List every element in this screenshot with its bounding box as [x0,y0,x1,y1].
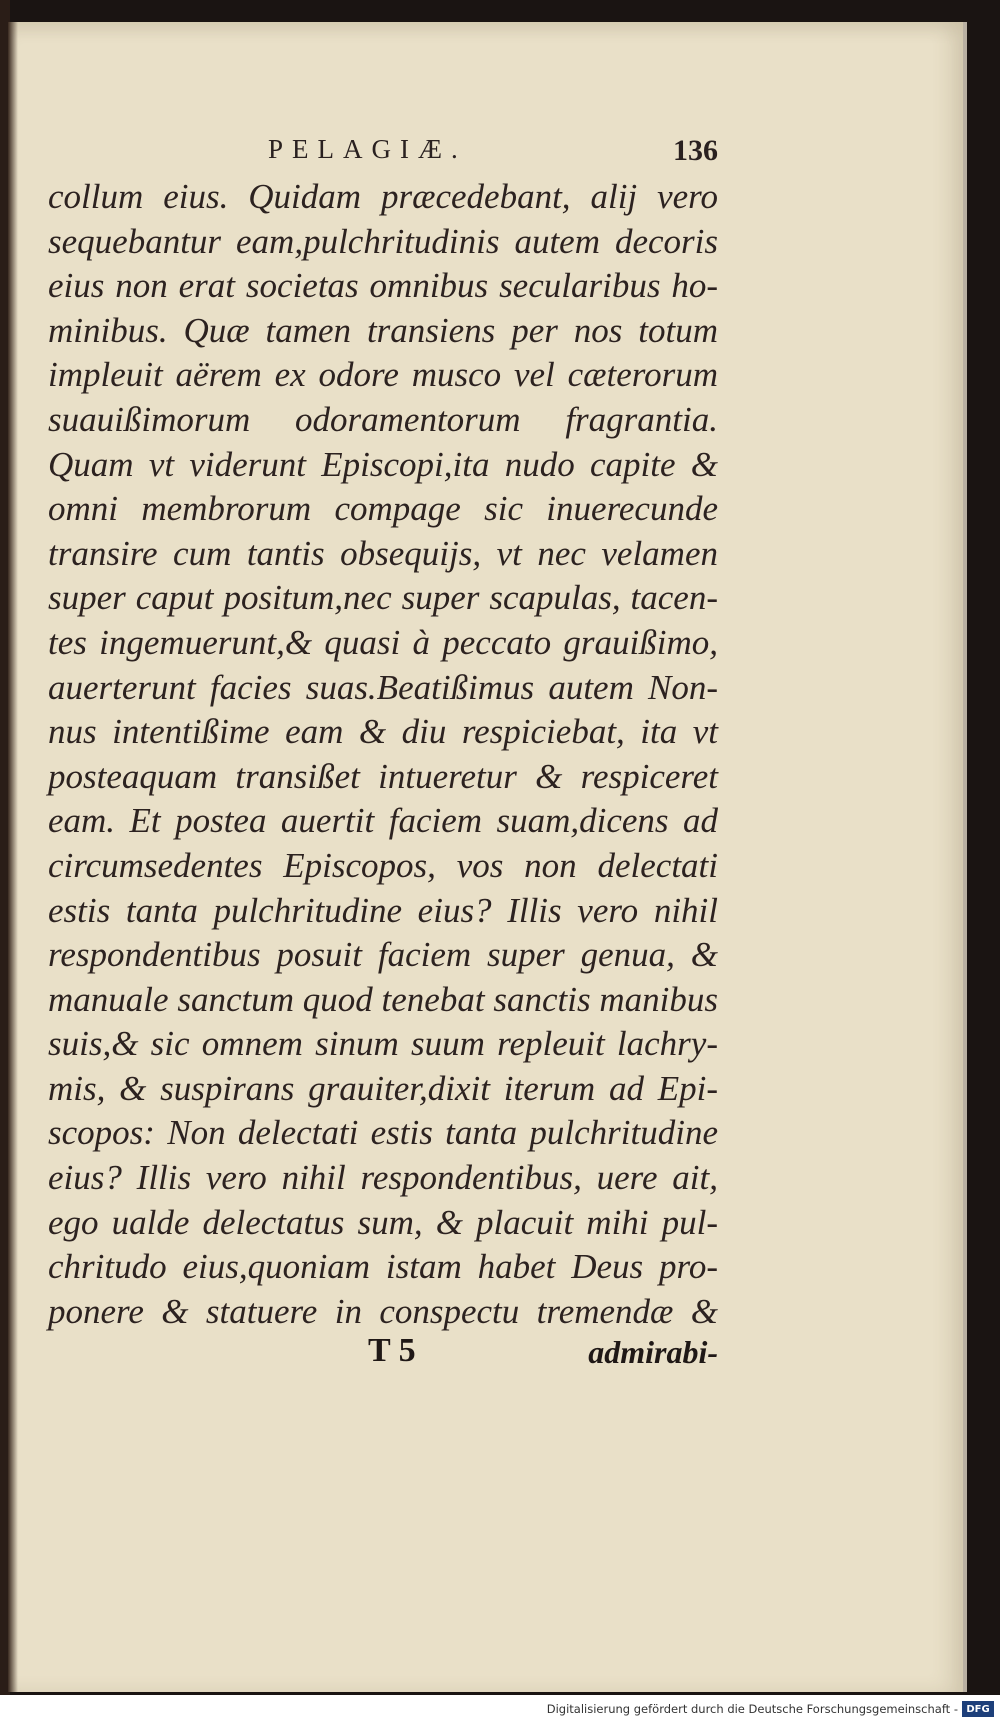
text-line: suauißimorum odoramentorum fragrantia. [48,399,718,439]
text-line: chritudo eius,quoniam istam habet Deus pro- [48,1247,718,1287]
text-line: nus intentißime eam & diu respiciebat, ita vt [48,712,718,752]
text-line: impleuit aërem ex odore musco vel cæterorum [48,355,718,395]
page-header [48,134,718,174]
text-line: ponere & statuere in conspectu tremendæ & [48,1291,718,1331]
book-page [8,22,967,1692]
text-line: omni membrorum compage sic inuerecunde [48,489,718,529]
text-line: Quam vt viderunt Episcopi,ita nudo capite & [48,444,718,484]
page-footer [48,1332,718,1382]
text-line: manuale sanctum quod tenebat sanctis manibus [48,979,718,1019]
signature-mark: T 5 [368,1332,416,1369]
text-line: ego ualde delectatus sum, & placuit mihi pul- [48,1202,718,1242]
text-line: estis tanta pulchritudine eius? Illis vero nihil [48,890,718,930]
text-line: transire cum tantis obsequijs, vt nec velamen [48,533,718,573]
page-body-text [48,175,718,1334]
funding-credit: Digitalisierung gefördert durch die Deutsche Forschungsgemeinschaft - [546,1702,958,1716]
text-line: tes ingemuerunt,& quasi à peccato grauißimo, [48,622,718,662]
text-line: eius? Illis vero nihil respondentibus, uere ait, [48,1158,718,1198]
text-line: super caput positum,nec super scapulas, tacen- [48,578,718,618]
text-line: collum eius. Quidam præcedebant, alij vero [48,177,718,216]
text-line: sequebantur eam,pulchritudinis autem decoris [48,221,718,261]
digitization-credit-bar [0,1695,1000,1725]
page-number: 136 [673,134,718,167]
text-line: suis,& sic omnem sinum suum repleuit lachry- [48,1024,718,1064]
text-line: auerterunt facies suas.Beatißimus autem Non- [48,667,718,707]
text-line: posteaquam transißet intueretur & respiceret [48,756,718,796]
text-line: eius non erat societas omnibus secularibus ho- [48,266,718,306]
text-line: minibus. Quæ tamen transiens per nos totum [48,310,718,350]
text-line: circumsedentes Episcopos, vos non delectati [48,845,718,885]
text-line: scopos: Non delectati estis tanta pulchritudine [48,1113,718,1153]
catchword: admirabi- [588,1334,718,1370]
text-line: respondentibus posuit faciem super genua, & [48,935,718,975]
text-line: eam. Et postea auertit faciem suam,dicens ad [48,801,718,841]
dfg-logo: DFG [962,1701,994,1717]
running-title: PELAGIÆ. [268,134,467,164]
text-line: mis, & suspirans grauiter,dixit iterum ad Epi- [48,1068,718,1108]
